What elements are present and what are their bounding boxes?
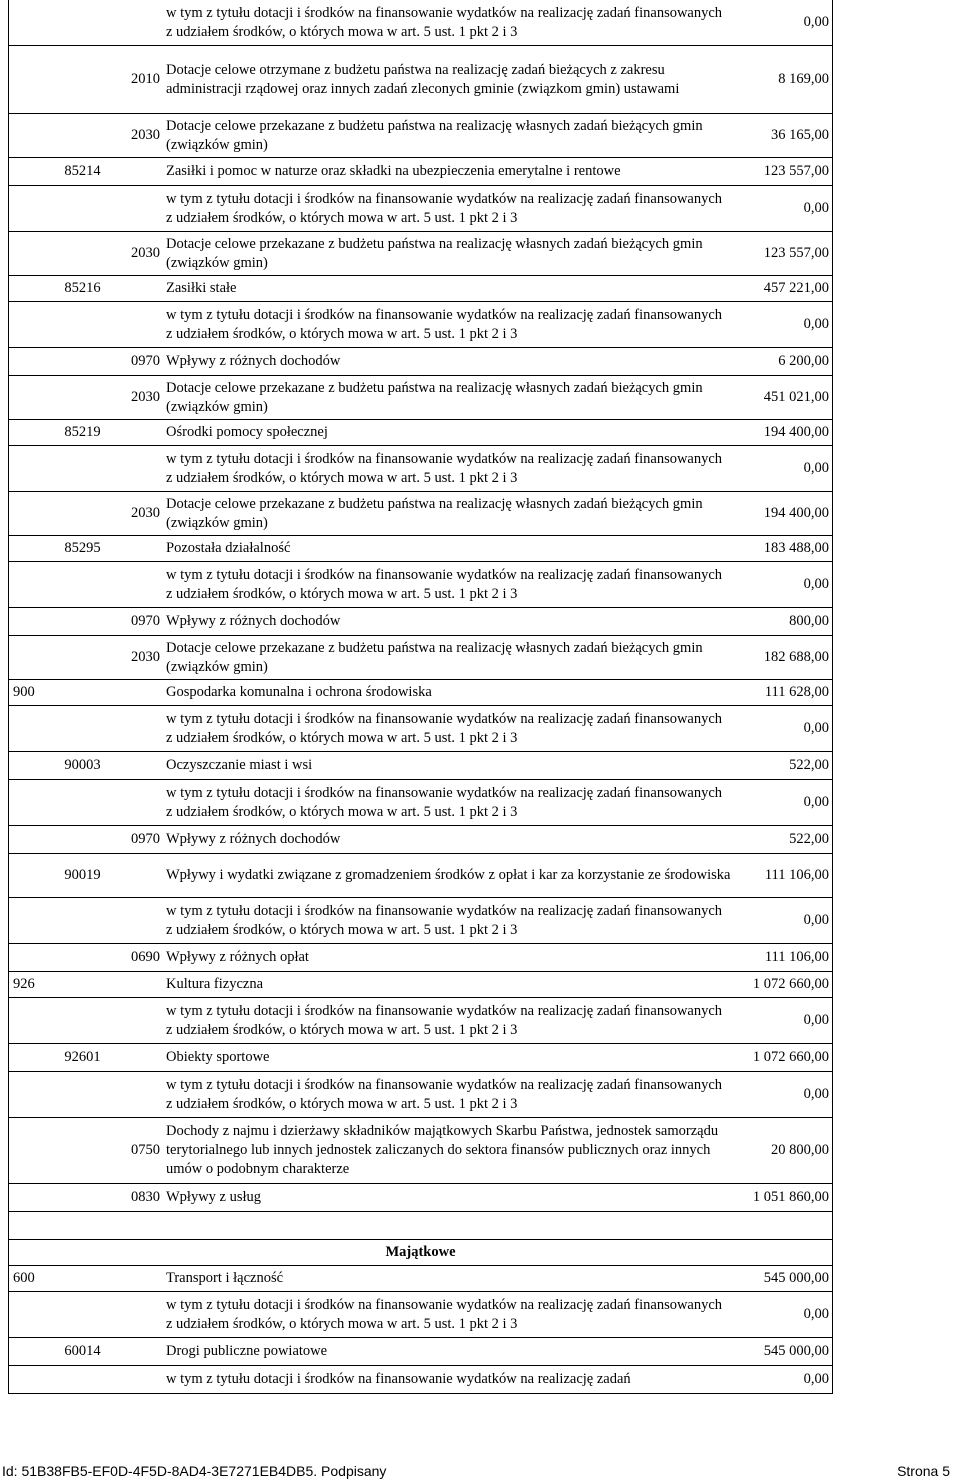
row-amount: 123 557,00 bbox=[763, 163, 829, 179]
table-row bbox=[9, 1118, 832, 1184]
paragraph-code bbox=[114, 1366, 162, 1393]
row-description: w tym z tytułu dotacji i środków na finansowanie wydatków na realizację zadań finansowanych z udziałem środków, o których mowa w art. 5 ust. 1 pkt 2 i 3 bbox=[166, 710, 723, 746]
row-amount: 0,00 bbox=[803, 794, 829, 810]
dzial-code bbox=[9, 446, 51, 491]
dzial-code bbox=[9, 158, 51, 185]
row-amount: 183 488,00 bbox=[763, 540, 829, 556]
row-description: w tym z tytułu dotacji i środków na finansowanie wydatków na realizację zadań finansowanych z udziałem środków, o których mowa w art. 5 ust. 1 pkt 2 i 3 bbox=[166, 784, 723, 820]
paragraph-code bbox=[114, 276, 162, 301]
table-row bbox=[9, 826, 832, 854]
dzial-code bbox=[9, 854, 51, 897]
rozdzial-code bbox=[51, 636, 114, 679]
rozdzial-code bbox=[51, 0, 114, 45]
rozdzial-code: 90003 bbox=[64, 757, 101, 773]
row-description: Dotacje celowe przekazane z budżetu państwa na realizację własnych zadań bieżących gmin (związków gmin) bbox=[166, 235, 703, 271]
dzial-code bbox=[9, 1184, 51, 1211]
dzial-code bbox=[9, 752, 51, 779]
paragraph-code: 0970 bbox=[131, 831, 160, 847]
row-amount: 0,00 bbox=[803, 1306, 829, 1322]
row-description: Dotacje celowe przekazane z budżetu państwa na realizację własnych zadań bieżących gmin (związków gmin) bbox=[166, 379, 703, 415]
row-amount: 545 000,00 bbox=[763, 1343, 829, 1359]
paragraph-code: 2030 bbox=[131, 389, 160, 405]
table-row bbox=[9, 446, 832, 492]
section-title: Majątkowe bbox=[385, 1244, 456, 1260]
paragraph-code bbox=[114, 680, 162, 705]
table-row bbox=[9, 420, 832, 446]
row-description: Drogi publiczne powiatowe bbox=[166, 1343, 328, 1359]
rozdzial-code bbox=[51, 232, 114, 275]
paragraph-code: 0750 bbox=[131, 1142, 160, 1158]
paragraph-code bbox=[114, 536, 162, 561]
rozdzial-code bbox=[51, 1266, 114, 1291]
table-row bbox=[9, 780, 832, 826]
row-amount: 111 628,00 bbox=[764, 684, 829, 700]
dzial-code bbox=[9, 1292, 51, 1337]
paragraph-code bbox=[114, 1338, 162, 1365]
paragraph-code: 0830 bbox=[131, 1189, 160, 1205]
table-row bbox=[9, 854, 832, 898]
row-description: Pozostała działalność bbox=[166, 540, 291, 556]
paragraph-code bbox=[114, 420, 162, 445]
rozdzial-code bbox=[51, 826, 114, 853]
rozdzial-code bbox=[51, 1072, 114, 1117]
rozdzial-code bbox=[51, 680, 114, 705]
row-amount: 0,00 bbox=[803, 576, 829, 592]
row-amount: 0,00 bbox=[803, 1012, 829, 1028]
row-amount: 0,00 bbox=[803, 912, 829, 928]
table-row bbox=[9, 706, 832, 752]
paragraph-code bbox=[114, 158, 162, 185]
row-amount: 8 169,00 bbox=[778, 71, 829, 87]
row-description: w tym z tytułu dotacji i środków na finansowanie wydatków na realizację zadań finansowanych z udziałem środków, o których mowa w art. 5 ust. 1 pkt 2 i 3 bbox=[166, 4, 723, 40]
paragraph-code bbox=[114, 0, 162, 45]
dzial-code bbox=[9, 998, 51, 1043]
dzial-code bbox=[9, 898, 51, 943]
table-row bbox=[9, 1212, 832, 1240]
budget-table bbox=[8, 0, 833, 1394]
paragraph-code bbox=[114, 1072, 162, 1117]
row-amount: 111 106,00 bbox=[764, 949, 829, 965]
rozdzial-code bbox=[51, 492, 114, 535]
dzial-code bbox=[9, 1366, 51, 1393]
row-description: Zasiłki stałe bbox=[166, 280, 237, 296]
rozdzial-code: 85219 bbox=[64, 424, 101, 440]
row-amount: 1 051 860,00 bbox=[752, 1189, 829, 1205]
table-row bbox=[9, 636, 832, 680]
paragraph-code bbox=[114, 1044, 162, 1071]
row-amount: 1 072 660,00 bbox=[752, 976, 829, 992]
paragraph-code: 0970 bbox=[131, 613, 160, 629]
row-description: Oczyszczanie miast i wsi bbox=[166, 757, 313, 773]
rozdzial-code bbox=[51, 1118, 114, 1183]
row-description: Wpływy z różnych opłat bbox=[166, 949, 309, 965]
paragraph-code bbox=[114, 1292, 162, 1337]
dzial-code bbox=[9, 276, 51, 301]
rozdzial-code: 85295 bbox=[64, 540, 101, 556]
dzial-code bbox=[9, 232, 51, 275]
page-footer bbox=[0, 1462, 960, 1481]
table-row bbox=[9, 302, 832, 348]
dzial-code bbox=[9, 1118, 51, 1183]
table-row bbox=[9, 944, 832, 972]
dzial-code: 600 bbox=[13, 1270, 35, 1286]
row-amount: 457 221,00 bbox=[763, 280, 829, 296]
row-amount: 194 400,00 bbox=[763, 424, 829, 440]
rozdzial-code bbox=[51, 348, 114, 375]
paragraph-code bbox=[114, 186, 162, 231]
row-description: Obiekty sportowe bbox=[166, 1049, 270, 1065]
rozdzial-code bbox=[51, 186, 114, 231]
dzial-code bbox=[9, 186, 51, 231]
row-amount: 522,00 bbox=[789, 831, 829, 847]
rozdzial-code: 90019 bbox=[64, 867, 101, 883]
table-row bbox=[9, 114, 832, 158]
row-description: Kultura fizyczna bbox=[166, 976, 264, 992]
paragraph-code: 2010 bbox=[131, 71, 160, 87]
table-row bbox=[9, 348, 832, 376]
table-row bbox=[9, 46, 832, 114]
paragraph-code bbox=[114, 446, 162, 491]
row-description: w tym z tytułu dotacji i środków na finansowanie wydatków na realizację zadań finansowanych z udziałem środków, o których mowa w art. 5 ust. 1 pkt 2 i 3 bbox=[166, 566, 723, 602]
dzial-code bbox=[9, 944, 51, 971]
row-amount: 6 200,00 bbox=[778, 353, 829, 369]
row-amount: 36 165,00 bbox=[771, 127, 829, 143]
row-description: Dotacje celowe otrzymane z budżetu państwa na realizację zadań bieżących z zakresu administracji rządowej oraz innych zadań zleconych gminie (związkom gmin) ustawami bbox=[166, 61, 680, 97]
rozdzial-code bbox=[51, 898, 114, 943]
dzial-code bbox=[9, 492, 51, 535]
rozdzial-code bbox=[51, 944, 114, 971]
row-amount: 0,00 bbox=[803, 720, 829, 736]
table-row bbox=[9, 492, 832, 536]
row-description: Wpływy z usług bbox=[166, 1189, 262, 1205]
paragraph-code bbox=[114, 562, 162, 607]
table-row bbox=[9, 232, 832, 276]
row-description: w tym z tytułu dotacji i środków na finansowanie wydatków na realizację zadań bbox=[166, 1371, 631, 1387]
rozdzial-code bbox=[51, 706, 114, 751]
row-description: Wpływy i wydatki związane z gromadzeniem środków z opłat i kar za korzystanie ze środowiska bbox=[166, 867, 731, 883]
dzial-code bbox=[9, 826, 51, 853]
row-description: Dotacje celowe przekazane z budżetu państwa na realizację własnych zadań bieżących gmin (związków gmin) bbox=[166, 639, 703, 675]
rozdzial-code: 85216 bbox=[64, 280, 101, 296]
table-row bbox=[9, 1266, 832, 1292]
document-id: Id: 51B38FB5-EF0D-4F5D-8AD4-3E7271EB4DB5. Podpisany bbox=[2, 1463, 387, 1479]
row-amount: 0,00 bbox=[803, 200, 829, 216]
row-description: w tym z tytułu dotacji i środków na finansowanie wydatków na realizację zadań finansowanych z udziałem środków, o których mowa w art. 5 ust. 1 pkt 2 i 3 bbox=[166, 1002, 723, 1038]
dzial-code bbox=[9, 780, 51, 825]
row-description: Dotacje celowe przekazane z budżetu państwa na realizację własnych zadań bieżących gmin (związków gmin) bbox=[166, 495, 703, 531]
dzial-code bbox=[9, 1072, 51, 1117]
paragraph-code: 2030 bbox=[131, 127, 160, 143]
rozdzial-code: 92601 bbox=[64, 1049, 101, 1065]
table-row bbox=[9, 972, 832, 998]
dzial-code: 926 bbox=[13, 976, 35, 992]
rozdzial-code bbox=[51, 998, 114, 1043]
row-description: w tym z tytułu dotacji i środków na finansowanie wydatków na realizację zadań finansowanych z udziałem środków, o których mowa w art. 5 ust. 1 pkt 2 i 3 bbox=[166, 902, 723, 938]
paragraph-code bbox=[114, 998, 162, 1043]
row-amount: 1 072 660,00 bbox=[752, 1049, 829, 1065]
dzial-code bbox=[9, 348, 51, 375]
table-row bbox=[9, 186, 832, 232]
paragraph-code: 0970 bbox=[131, 353, 160, 369]
row-description: Wpływy z różnych dochodów bbox=[166, 831, 341, 847]
dzial-code bbox=[9, 376, 51, 419]
row-description: w tym z tytułu dotacji i środków na finansowanie wydatków na realizację zadań finansowanych z udziałem środków, o których mowa w art. 5 ust. 1 pkt 2 i 3 bbox=[166, 1076, 723, 1112]
dzial-code bbox=[9, 114, 51, 157]
table-row bbox=[9, 158, 832, 186]
row-description: Ośrodki pomocy społecznej bbox=[166, 424, 328, 440]
row-description: Zasiłki i pomoc w naturze oraz składki na ubezpieczenia emerytalne i rentowe bbox=[166, 163, 621, 179]
table-row bbox=[9, 562, 832, 608]
dzial-code bbox=[9, 608, 51, 635]
paragraph-code bbox=[114, 752, 162, 779]
row-amount: 182 688,00 bbox=[763, 649, 829, 665]
row-amount: 0,00 bbox=[803, 14, 829, 30]
row-amount: 800,00 bbox=[789, 613, 829, 629]
row-description: w tym z tytułu dotacji i środków na finansowanie wydatków na realizację zadań finansowanych z udziałem środków, o których mowa w art. 5 ust. 1 pkt 2 i 3 bbox=[166, 450, 723, 486]
table-row bbox=[9, 898, 832, 944]
table-row bbox=[9, 276, 832, 302]
table-row bbox=[9, 1292, 832, 1338]
row-amount: 0,00 bbox=[803, 316, 829, 332]
paragraph-code bbox=[114, 302, 162, 347]
rozdzial-code bbox=[51, 114, 114, 157]
dzial-code bbox=[9, 1044, 51, 1071]
row-description: Dotacje celowe przekazane z budżetu państwa na realizację własnych zadań bieżących gmin (związków gmin) bbox=[166, 117, 703, 153]
dzial-code bbox=[9, 46, 51, 113]
table-row bbox=[9, 1184, 832, 1212]
row-amount: 111 106,00 bbox=[764, 867, 829, 883]
row-description: w tym z tytułu dotacji i środków na finansowanie wydatków na realizację zadań finansowanych z udziałem środków, o których mowa w art. 5 ust. 1 pkt 2 i 3 bbox=[166, 190, 723, 226]
table-row bbox=[9, 1366, 832, 1394]
dzial-code bbox=[9, 706, 51, 751]
rozdzial-code bbox=[51, 1366, 114, 1393]
row-description: Transport i łączność bbox=[166, 1270, 284, 1286]
table-row bbox=[9, 1044, 832, 1072]
rozdzial-code bbox=[51, 376, 114, 419]
paragraph-code bbox=[114, 706, 162, 751]
table-row bbox=[9, 1072, 832, 1118]
rozdzial-code bbox=[51, 46, 114, 113]
paragraph-code bbox=[114, 854, 162, 897]
paragraph-code bbox=[114, 1266, 162, 1291]
row-description: Dochody z najmu i dzierżawy składników majątkowych Skarbu Państwa, jednostek samorządu terytorialnego lub innych jednostek zaliczanych do sektora finansów publicznych oraz innych umów o podobnym charakterze bbox=[166, 1123, 719, 1177]
paragraph-code bbox=[114, 780, 162, 825]
rozdzial-code bbox=[51, 1292, 114, 1337]
row-description: w tym z tytułu dotacji i środków na finansowanie wydatków na realizację zadań finansowanych z udziałem środków, o których mowa w art. 5 ust. 1 pkt 2 i 3 bbox=[166, 1296, 723, 1332]
rozdzial-code: 85214 bbox=[64, 163, 101, 179]
dzial-code: 900 bbox=[13, 684, 35, 700]
row-description: w tym z tytułu dotacji i środków na finansowanie wydatków na realizację zadań finansowanych z udziałem środków, o których mowa w art. 5 ust. 1 pkt 2 i 3 bbox=[166, 306, 723, 342]
dzial-code bbox=[9, 0, 51, 45]
table-row bbox=[9, 1240, 832, 1266]
dzial-code bbox=[9, 1338, 51, 1365]
dzial-code bbox=[9, 302, 51, 347]
table-row bbox=[9, 608, 832, 636]
paragraph-code: 2030 bbox=[131, 245, 160, 261]
page-number: Strona 5 bbox=[897, 1463, 950, 1479]
paragraph-code: 0690 bbox=[131, 949, 160, 965]
paragraph-code bbox=[114, 972, 162, 997]
paragraph-code bbox=[114, 898, 162, 943]
rozdzial-code bbox=[51, 780, 114, 825]
row-amount: 522,00 bbox=[789, 757, 829, 773]
rozdzial-code bbox=[51, 446, 114, 491]
rozdzial-code bbox=[51, 302, 114, 347]
row-amount: 194 400,00 bbox=[763, 505, 829, 521]
row-amount: 545 000,00 bbox=[763, 1270, 829, 1286]
table-row bbox=[9, 376, 832, 420]
table-row bbox=[9, 0, 832, 46]
row-description: Wpływy z różnych dochodów bbox=[166, 613, 341, 629]
table-row bbox=[9, 752, 832, 780]
table-row bbox=[9, 536, 832, 562]
dzial-code bbox=[9, 420, 51, 445]
table-row bbox=[9, 680, 832, 706]
paragraph-code: 2030 bbox=[131, 505, 160, 521]
rozdzial-code: 60014 bbox=[64, 1343, 101, 1359]
paragraph-code: 2030 bbox=[131, 649, 160, 665]
dzial-code bbox=[9, 536, 51, 561]
row-amount: 451 021,00 bbox=[763, 389, 829, 405]
row-amount: 20 800,00 bbox=[771, 1142, 829, 1158]
dzial-code bbox=[9, 636, 51, 679]
rozdzial-code bbox=[51, 608, 114, 635]
row-description: Gospodarka komunalna i ochrona środowiska bbox=[166, 684, 432, 700]
table-row bbox=[9, 1338, 832, 1366]
row-amount: 0,00 bbox=[803, 1371, 829, 1387]
rozdzial-code bbox=[51, 562, 114, 607]
row-description: Wpływy z różnych dochodów bbox=[166, 353, 341, 369]
table-row bbox=[9, 998, 832, 1044]
rozdzial-code bbox=[51, 972, 114, 997]
row-amount: 0,00 bbox=[803, 1086, 829, 1102]
row-amount: 123 557,00 bbox=[763, 245, 829, 261]
dzial-code bbox=[9, 562, 51, 607]
row-amount: 0,00 bbox=[803, 460, 829, 476]
rozdzial-code bbox=[51, 1184, 114, 1211]
